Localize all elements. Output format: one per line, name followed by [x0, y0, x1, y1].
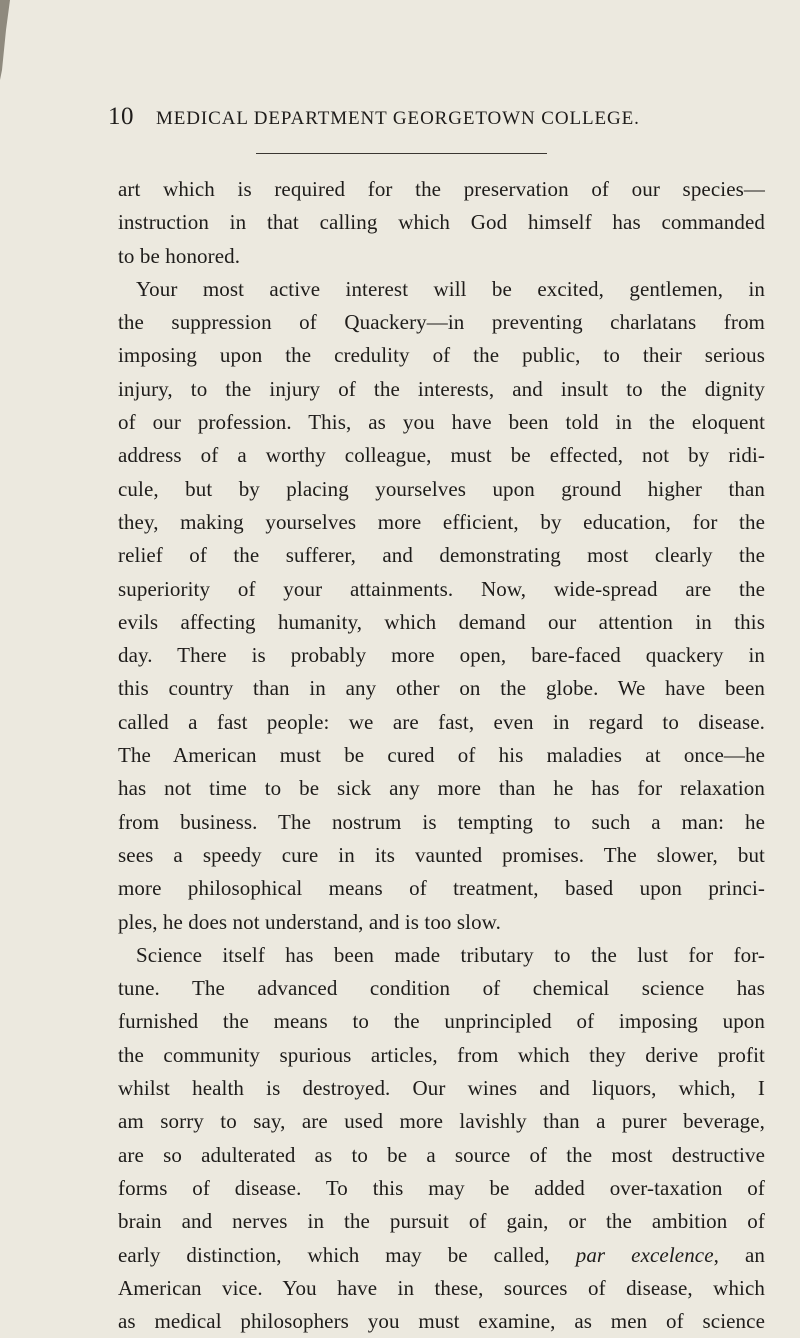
text-line: of our profession. This, as you have been told in the eloquent [118, 410, 765, 435]
text-line: cule, but by placing yourselves upon ground higher than [118, 476, 765, 501]
text-line: to be honored. [118, 243, 241, 268]
text-line: relief of the sufferer, and demonstrating most clearly the [118, 543, 765, 568]
header-rule [256, 153, 547, 154]
text-line [118, 1239, 765, 1272]
page-number: 10 [108, 103, 134, 130]
text-line: ples, he does not understand, and is too slow. [118, 909, 501, 934]
text-line: from business. The nostrum is tempting to such a man: he [118, 809, 765, 834]
text-span: early distinction, which may be called, [118, 1242, 576, 1267]
text-line: am sorry to say, are used more lavishly than a purer beverage, [118, 1109, 765, 1134]
text-line: address of a worthy colleague, must be effected, not by ridi- [118, 443, 765, 468]
text-line: American vice. You have in these, sources of disease, which [118, 1275, 765, 1300]
text-line: the community spurious articles, from which they derive profit [118, 1042, 765, 1067]
page-edge-mark [0, 0, 18, 80]
text-line: called a fast people: we are fast, even in regard to disease. [118, 709, 765, 734]
running-title: MEDICAL DEPARTMENT GEORGETOWN COLLEGE. [156, 108, 640, 129]
text-line: brain and nerves in the pursuit of gain, or the ambition of [118, 1209, 765, 1234]
text-line: day. There is probably more open, bare-faced quackery in [118, 643, 765, 668]
text-line: the suppression of Quackery—in preventing charlatans from [118, 310, 765, 335]
text-line: this country than in any other on the globe. We have been [118, 676, 765, 701]
text-line: The American must be cured of his maladies at once—he [118, 743, 765, 768]
text-line: are so adulterated as to be a source of the most destructive [118, 1142, 765, 1167]
text-line: whilst health is destroyed. Our wines and liquors, which, I [118, 1076, 765, 1101]
text-line: furnished the means to the unprincipled of imposing upon [118, 1009, 765, 1034]
italic-phrase: par excelence [575, 1242, 714, 1267]
text-line: has not time to be sick any more than he has for relaxation [118, 776, 765, 801]
text-line: as medical philosophers you must examine, as men of science [118, 1309, 765, 1334]
text-line: tune. The advanced condition of chemical science has [118, 976, 765, 1001]
text-line: injury, to the injury of the interests, and insult to the dignity [118, 376, 765, 401]
text-line: superiority of your attainments. Now, wide-spread are the [118, 576, 765, 601]
text-line: forms of disease. To this may be added over-taxation of [118, 1175, 765, 1200]
text-line: art which is required for the preservation of our species— [118, 177, 765, 201]
text-line: more philosophical means of treatment, based upon princi- [118, 876, 765, 901]
text-span: , an [713, 1242, 765, 1267]
text-line: instruction in that calling which God himself has commanded [118, 210, 765, 235]
text-line: Your most active interest will be excited, gentlemen, in [136, 276, 765, 301]
text-line: evils affecting humanity, which demand our attention in this [118, 609, 765, 634]
text-line: they, making yourselves more efficient, by education, for the [118, 509, 765, 534]
text-line: sees a speedy cure in its vaunted promises. The slower, but [118, 842, 765, 867]
body-text [118, 173, 765, 1338]
text-line: imposing upon the credulity of the public, to their serious [118, 343, 765, 368]
text-line: Science itself has been made tributary to the lust for for- [136, 942, 765, 967]
running-head [108, 103, 748, 133]
